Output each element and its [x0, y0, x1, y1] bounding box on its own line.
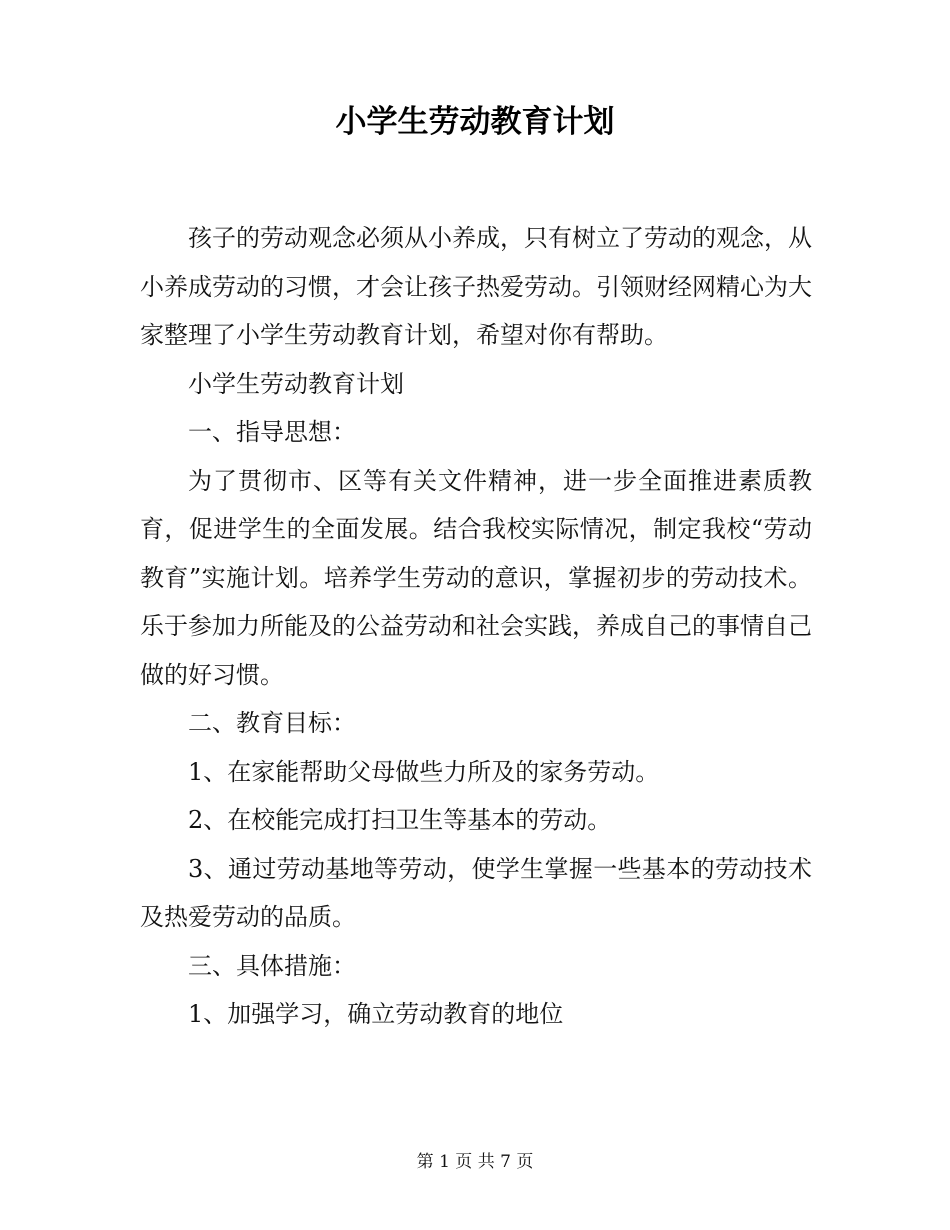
section-heading-education-goals: 二、教育目标：	[188, 709, 356, 737]
section-heading-guiding-ideology: 一、指导思想：	[188, 418, 356, 446]
goal-item-1: 1、在家能帮助父母做些力所及的家务劳动。	[188, 757, 660, 786]
document-title: 小学生劳动教育计划	[335, 104, 615, 140]
page-footer: 第 1 页 共 7 页	[416, 1152, 534, 1172]
measure-item-1: 1、加强学习，确立劳动教育的地位	[188, 1000, 564, 1028]
section-heading-measures: 三、具体措施：	[188, 951, 356, 980]
goal-item-2: 2、在校能完成打扫卫生等基本的劳动。	[188, 806, 612, 834]
paragraph-subtitle: 小学生劳动教育计划	[188, 369, 404, 398]
paragraph-intro: 孩子的劳动观念必须从小养成，只有树立了劳动的观念，从小养成劳动的习惯，才会让孩子热爱劳动。引领财经网精心为大家整理了小学生劳动教育计划，希望对你有帮助。	[140, 224, 812, 349]
document-body	[140, 214, 812, 1039]
paragraph-guiding-ideology: 为了贯彻市、区等有关文件精神，进一步全面推进素质教育，促进学生的全面发展。结合我校实际情况，制定我校“劳动教育”实施计划。培养学生劳动的意识，掌握初步的劳动技术。乐于参加力所能及的公益劳动和社会实践，养成自己的事情自己做的好习惯。	[140, 466, 812, 689]
goal-item-3: 3、通过劳动基地等劳动，使学生掌握一些基本的劳动技术及热爱劳动的品质。	[140, 854, 812, 931]
